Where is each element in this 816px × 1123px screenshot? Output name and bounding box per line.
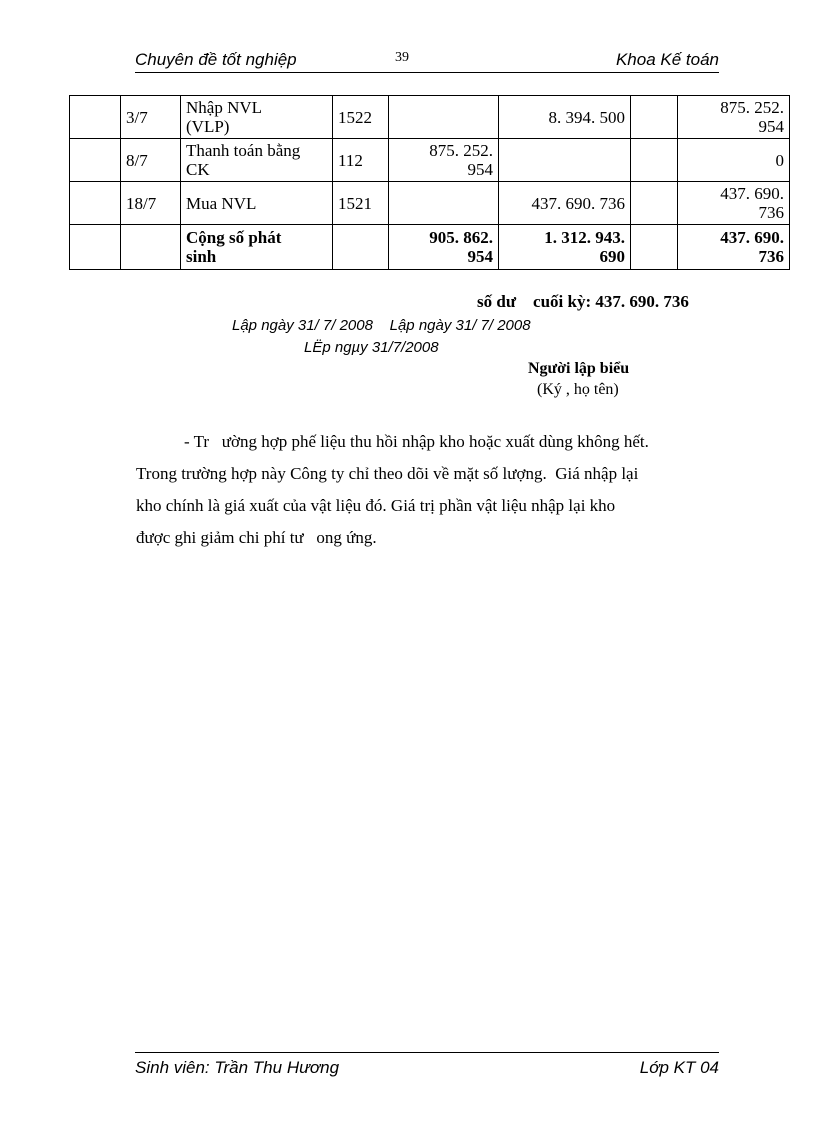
blank-cell <box>121 225 181 270</box>
balance-cell: 0 <box>678 139 790 182</box>
table-row <box>70 139 790 182</box>
blank-cell <box>631 96 678 139</box>
blank-cell <box>631 182 678 225</box>
table-row <box>70 96 790 139</box>
footer-class: Lớp KT 04 <box>639 1058 719 1077</box>
paragraph-line: kho chính là giá xuất của vật liệu đó. Giá trị phần vật liệu nhập lại kho <box>136 496 616 515</box>
paragraph-line: - Tr ường hợp phế liệu thu hồi nhập kho hoặc xuất dùng không hết. <box>184 432 649 451</box>
page-header <box>135 48 719 73</box>
preparer-note: (Ký , họ tên) <box>537 381 619 398</box>
date-cell: 8/7 <box>121 139 181 182</box>
date-cell: 3/7 <box>121 96 181 139</box>
debit-cell <box>389 96 499 139</box>
total-debit: 905. 862. 954 <box>389 225 499 270</box>
header-title: Chuyên đề tốt nghiệp <box>135 50 297 69</box>
table-row <box>70 182 790 225</box>
total-balance: 437. 690. 736 <box>678 225 790 270</box>
page-footer <box>135 1052 719 1079</box>
balance-cell: 437. 690. 736 <box>678 182 790 225</box>
debit-cell: 875. 252. 954 <box>389 139 499 182</box>
preparer-title: Người lập biểu <box>528 360 630 377</box>
closing-balance: số dư cuối kỳ: 437. 690. 736 <box>477 292 689 311</box>
blank-cell <box>70 139 121 182</box>
header-department: Khoa Kế toán <box>615 50 719 69</box>
description-cell: Nhập NVL (VLP) <box>181 96 333 139</box>
paragraph-line: Trong trường hợp này Công ty chỉ theo dõi về mặt số lượng. Giá nhập lại <box>136 464 639 483</box>
balance-cell: 875. 252. 954 <box>678 96 790 139</box>
credit-cell: 8. 394. 500 <box>499 96 631 139</box>
blank-cell <box>70 225 121 270</box>
paragraph-line: được ghi giảm chi phí tư ong ứng. <box>136 528 377 547</box>
date-cell: 18/7 <box>121 182 181 225</box>
body-paragraph <box>136 426 736 554</box>
blank-cell <box>333 225 389 270</box>
blank-cell <box>631 139 678 182</box>
account-cell: 1521 <box>333 182 389 225</box>
description-cell: Thanh toán bằng CK <box>181 139 333 182</box>
blank-cell <box>70 96 121 139</box>
blank-cell <box>631 225 678 270</box>
blank-cell <box>70 182 121 225</box>
total-credit: 1. 312. 943. 690 <box>499 225 631 270</box>
page-number: 39 <box>395 50 409 65</box>
signature-date-line-2: LËp ngµy 31/7/2008 <box>304 339 439 356</box>
ledger-table <box>69 95 790 270</box>
total-label: Cộng số phát sinh <box>181 225 333 270</box>
debit-cell <box>389 182 499 225</box>
account-cell: 112 <box>333 139 389 182</box>
credit-cell <box>499 139 631 182</box>
account-cell: 1522 <box>333 96 389 139</box>
total-row <box>70 225 790 270</box>
credit-cell: 437. 690. 736 <box>499 182 631 225</box>
footer-student: Sinh viên: Trần Thu Hương <box>135 1058 340 1077</box>
signature-date-line: Lập ngày 31/ 7/ 2008 Lập ngày 31/ 7/ 2008 <box>232 317 531 334</box>
description-cell: Mua NVL <box>181 182 333 225</box>
